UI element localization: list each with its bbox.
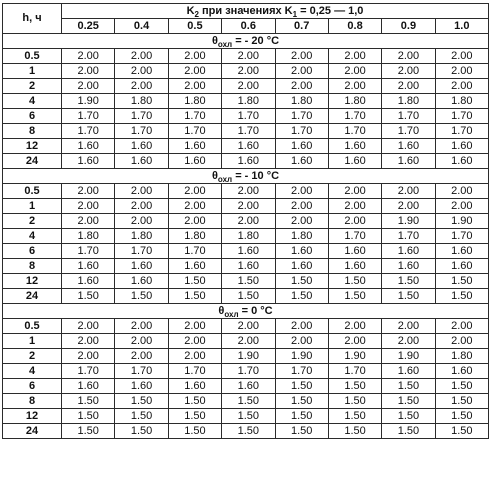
section-title: $\theta_{охл}$ = - 20 °C: [3, 34, 489, 49]
table-row: [3, 64, 489, 79]
k2-value-cell: 1.50: [382, 274, 435, 289]
k2-value-cell: 1.60: [222, 154, 275, 169]
k2-value-cell: 2.00: [168, 64, 221, 79]
k2-value-cell: 1.70: [168, 244, 221, 259]
k2-value-cell: 1.50: [382, 394, 435, 409]
k2-value-cell: 2.00: [382, 79, 435, 94]
k2-value-cell: 1.50: [115, 289, 168, 304]
duration-cell: 6: [3, 109, 62, 124]
k2-value-cell: 2.00: [168, 184, 221, 199]
k2-table-container: [2, 3, 489, 439]
duration-cell: 2: [3, 79, 62, 94]
k2-value-cell: 2.00: [62, 319, 115, 334]
k2-value-cell: 1.90: [435, 214, 488, 229]
k2-value-cell: 1.70: [435, 124, 488, 139]
k2-value-cell: 1.70: [222, 109, 275, 124]
duration-cell: 24: [3, 154, 62, 169]
table-row: [3, 379, 489, 394]
k2-value-cell: 1.70: [62, 109, 115, 124]
k2-value-cell: 1.70: [328, 364, 381, 379]
k2-value-cell: 1.60: [435, 154, 488, 169]
k2-value-cell: 2.00: [62, 214, 115, 229]
table-row: [3, 79, 489, 94]
k2-value-cell: 2.00: [382, 184, 435, 199]
k2-value-cell: 1.70: [328, 124, 381, 139]
k2-value-cell: 1.70: [62, 244, 115, 259]
k2-value-cell: 2.00: [435, 79, 488, 94]
k2-value-cell: 2.00: [168, 214, 221, 229]
k2-value-cell: 1.50: [168, 289, 221, 304]
k1-value-header: 1.0: [435, 19, 488, 34]
k2-value-cell: 1.50: [275, 289, 328, 304]
k2-value-cell: 1.70: [275, 124, 328, 139]
k2-value-cell: 1.50: [115, 409, 168, 424]
k1-values-row: [3, 19, 489, 34]
k2-value-cell: 2.00: [328, 334, 381, 349]
k2-value-cell: 1.50: [222, 289, 275, 304]
duration-cell: 8: [3, 259, 62, 274]
k2-value-cell: 1.90: [275, 349, 328, 364]
table-row: [3, 154, 489, 169]
k2-value-cell: 2.00: [328, 79, 381, 94]
k2-value-cell: 2.00: [222, 64, 275, 79]
k2-value-cell: 1.50: [222, 274, 275, 289]
k2-value-cell: 1.80: [222, 229, 275, 244]
k2-value-cell: 1.70: [62, 364, 115, 379]
duration-cell: 6: [3, 244, 62, 259]
k2-value-cell: 1.50: [62, 424, 115, 439]
k2-value-cell: 2.00: [275, 199, 328, 214]
k2-value-cell: 2.00: [168, 349, 221, 364]
k2-value-cell: 1.50: [168, 424, 221, 439]
k2-value-cell: 2.00: [115, 214, 168, 229]
section-title: $\theta_{охл} = 0$ °C: [3, 304, 489, 319]
k2-table: [2, 3, 489, 439]
duration-cell: 12: [3, 139, 62, 154]
k2-value-cell: 1.50: [382, 424, 435, 439]
section-title-row: [3, 169, 489, 184]
duration-cell: 1: [3, 64, 62, 79]
table-row: [3, 109, 489, 124]
k2-value-cell: 1.70: [222, 364, 275, 379]
k2-value-cell: 1.80: [62, 229, 115, 244]
table-row: [3, 214, 489, 229]
k2-value-cell: 1.60: [115, 274, 168, 289]
k2-value-cell: 2.00: [115, 49, 168, 64]
k2-value-cell: 1.60: [435, 244, 488, 259]
k2-value-cell: 2.00: [62, 79, 115, 94]
k2-value-cell: 1.50: [328, 289, 381, 304]
k2-value-cell: 1.60: [168, 154, 221, 169]
table-row: [3, 364, 489, 379]
k2-value-cell: 1.50: [275, 394, 328, 409]
duration-cell: 0.5: [3, 184, 62, 199]
k2-value-cell: 1.50: [115, 424, 168, 439]
k2-value-cell: 2.00: [222, 319, 275, 334]
k2-value-cell: 1.50: [222, 424, 275, 439]
k2-value-cell: 1.70: [328, 229, 381, 244]
k2-value-cell: 1.70: [435, 229, 488, 244]
k2-value-cell: 2.00: [435, 334, 488, 349]
duration-cell: 4: [3, 229, 62, 244]
table-row: [3, 349, 489, 364]
header-row-group: [3, 4, 489, 19]
k2-value-cell: 1.50: [168, 394, 221, 409]
k2-value-cell: 2.00: [168, 199, 221, 214]
k2-value-cell: 1.80: [275, 94, 328, 109]
k2-value-cell: 1.60: [62, 259, 115, 274]
k2-value-cell: 1.50: [62, 409, 115, 424]
table-row: [3, 334, 489, 349]
k2-value-cell: 1.60: [275, 154, 328, 169]
k2-value-cell: 1.70: [275, 109, 328, 124]
k2-value-cell: 1.60: [168, 379, 221, 394]
k2-value-cell: 1.60: [382, 259, 435, 274]
k2-value-cell: 2.00: [275, 49, 328, 64]
duration-cell: 8: [3, 124, 62, 139]
k2-value-cell: 2.00: [382, 199, 435, 214]
k2-value-cell: 1.60: [275, 244, 328, 259]
k1-value-header: 0.7: [275, 19, 328, 34]
table-row: [3, 124, 489, 139]
k2-value-cell: 2.00: [275, 334, 328, 349]
duration-cell: 0.5: [3, 49, 62, 64]
k2-value-cell: 1.60: [382, 139, 435, 154]
table-row: [3, 94, 489, 109]
k2-value-cell: 2.00: [168, 334, 221, 349]
table-row: [3, 289, 489, 304]
k2-value-cell: 1.60: [382, 154, 435, 169]
k2-value-cell: 1.70: [115, 364, 168, 379]
k2-value-cell: 1.70: [168, 109, 221, 124]
k2-value-cell: 1.60: [328, 244, 381, 259]
k2-value-cell: 1.90: [382, 349, 435, 364]
k2-value-cell: 1.70: [62, 124, 115, 139]
k2-value-cell: 1.50: [168, 274, 221, 289]
k2-value-cell: 1.60: [222, 379, 275, 394]
k2-value-cell: 1.50: [435, 424, 488, 439]
table-row: [3, 199, 489, 214]
k2-value-cell: 2.00: [62, 349, 115, 364]
k2-value-cell: 1.80: [168, 229, 221, 244]
k2-value-cell: 1.80: [168, 94, 221, 109]
k2-value-cell: 1.60: [62, 379, 115, 394]
duration-cell: 12: [3, 274, 62, 289]
k2-value-cell: 2.00: [62, 334, 115, 349]
k2-value-cell: 1.60: [62, 139, 115, 154]
k2-value-cell: 1.90: [62, 94, 115, 109]
k2-value-cell: 1.60: [222, 259, 275, 274]
duration-cell: 1: [3, 334, 62, 349]
k2-value-cell: 2.00: [62, 49, 115, 64]
k2-value-cell: 2.00: [275, 79, 328, 94]
k2-value-cell: 1.60: [435, 259, 488, 274]
k2-value-cell: 2.00: [115, 199, 168, 214]
k2-value-cell: 2.00: [115, 64, 168, 79]
k1-value-header: 0.25: [62, 19, 115, 34]
k2-value-cell: 2.00: [328, 319, 381, 334]
k2-value-cell: 1.50: [328, 394, 381, 409]
k2-value-cell: 1.70: [115, 109, 168, 124]
table-row: [3, 409, 489, 424]
k2-value-cell: 1.90: [382, 214, 435, 229]
k2-value-cell: 2.00: [222, 49, 275, 64]
table-row: [3, 184, 489, 199]
k2-value-cell: 1.50: [382, 409, 435, 424]
k2-value-cell: 1.50: [382, 379, 435, 394]
k2-value-cell: 2.00: [222, 79, 275, 94]
k2-value-cell: 1.60: [115, 154, 168, 169]
k2-value-cell: 1.50: [328, 379, 381, 394]
k2-value-cell: 1.80: [382, 94, 435, 109]
k2-value-cell: 1.50: [115, 394, 168, 409]
k2-value-cell: 1.70: [382, 124, 435, 139]
k2-value-cell: 1.50: [222, 409, 275, 424]
k2-value-cell: 2.00: [62, 184, 115, 199]
k2-value-cell: 1.50: [328, 424, 381, 439]
duration-cell: 12: [3, 409, 62, 424]
k1-value-header: 0.6: [222, 19, 275, 34]
duration-cell: 24: [3, 289, 62, 304]
k2-value-cell: 1.50: [168, 409, 221, 424]
k2-value-cell: 1.90: [328, 349, 381, 364]
k2-value-cell: 2.00: [328, 214, 381, 229]
k2-value-cell: 1.50: [435, 274, 488, 289]
k2-value-cell: 1.80: [115, 229, 168, 244]
duration-cell: 24: [3, 424, 62, 439]
k2-value-cell: 2.00: [115, 349, 168, 364]
table-row: [3, 394, 489, 409]
k2-value-cell: 1.80: [115, 94, 168, 109]
k2-value-cell: 1.60: [435, 139, 488, 154]
k1-value-header: 0.9: [382, 19, 435, 34]
table-row: [3, 274, 489, 289]
k2-value-cell: 1.70: [222, 124, 275, 139]
section-title-row: [3, 304, 489, 319]
k2-value-cell: 1.50: [328, 409, 381, 424]
k2-value-cell: 1.60: [168, 139, 221, 154]
k2-value-cell: 2.00: [435, 319, 488, 334]
k2-value-cell: 1.50: [62, 394, 115, 409]
k2-value-cell: 2.00: [115, 319, 168, 334]
k2-value-cell: 2.00: [435, 184, 488, 199]
k2-value-cell: 1.50: [435, 409, 488, 424]
k2-value-cell: 1.60: [222, 139, 275, 154]
k2-value-cell: 1.60: [382, 244, 435, 259]
table-row: [3, 424, 489, 439]
k2-value-cell: 1.70: [115, 124, 168, 139]
table-row: [3, 244, 489, 259]
duration-cell: 4: [3, 364, 62, 379]
k2-value-cell: 1.80: [435, 349, 488, 364]
k2-value-cell: 1.50: [435, 379, 488, 394]
k2-value-cell: 2.00: [382, 64, 435, 79]
k2-value-cell: 2.00: [435, 199, 488, 214]
k2-value-cell: 2.00: [222, 334, 275, 349]
table-body: [3, 34, 489, 439]
k1-value-header: 0.4: [115, 19, 168, 34]
k2-value-cell: 2.00: [275, 214, 328, 229]
k2-value-cell: 1.80: [435, 94, 488, 109]
section-title: $\theta_{охл}$ = - 10 °C: [3, 169, 489, 184]
k2-value-cell: 2.00: [435, 49, 488, 64]
k1-value-header: 0.5: [168, 19, 221, 34]
section-title-row: [3, 34, 489, 49]
k2-value-cell: 2.00: [328, 184, 381, 199]
k2-value-cell: 1.50: [275, 409, 328, 424]
k2-value-cell: 2.00: [222, 199, 275, 214]
k2-value-cell: 1.50: [275, 379, 328, 394]
k2-value-cell: 1.50: [275, 424, 328, 439]
k2-value-cell: 2.00: [328, 199, 381, 214]
k1-value-header: 0.8: [328, 19, 381, 34]
table-row: [3, 49, 489, 64]
k2-value-cell: 1.50: [382, 289, 435, 304]
k2-value-cell: 1.70: [382, 109, 435, 124]
k2-value-cell: 2.00: [275, 64, 328, 79]
duration-cell: 4: [3, 94, 62, 109]
k2-value-cell: 2.00: [168, 79, 221, 94]
k2-value-cell: 2.00: [222, 214, 275, 229]
duration-cell: 8: [3, 394, 62, 409]
k2-value-cell: 2.00: [168, 49, 221, 64]
k2-value-cell: 1.60: [328, 259, 381, 274]
k2-value-cell: 2.00: [382, 334, 435, 349]
k2-value-cell: 2.00: [62, 199, 115, 214]
k2-value-cell: 2.00: [382, 49, 435, 64]
duration-cell: 0.5: [3, 319, 62, 334]
k2-value-cell: 1.60: [328, 154, 381, 169]
k2-value-cell: 1.80: [222, 94, 275, 109]
k2-value-cell: 1.80: [275, 229, 328, 244]
k2-value-cell: 2.00: [115, 334, 168, 349]
k2-value-cell: 1.80: [328, 94, 381, 109]
duration-cell: 1: [3, 199, 62, 214]
k2-value-cell: 1.70: [168, 124, 221, 139]
k2-value-cell: 1.50: [435, 289, 488, 304]
k2-value-cell: 1.50: [328, 274, 381, 289]
k2-value-cell: 1.60: [115, 379, 168, 394]
table-row: [3, 259, 489, 274]
k2-value-cell: 1.50: [275, 274, 328, 289]
k2-value-cell: 2.00: [222, 184, 275, 199]
group-title-header: $K_2$ при значениях $K_1 = 0,25$ — 1,0: [62, 4, 489, 19]
k2-value-cell: 1.60: [62, 274, 115, 289]
k2-value-cell: 1.70: [382, 229, 435, 244]
k2-value-cell: 2.00: [275, 184, 328, 199]
row-label-header: h, ч: [3, 4, 62, 34]
k2-value-cell: 1.60: [115, 259, 168, 274]
k2-value-cell: 1.60: [382, 364, 435, 379]
k2-value-cell: 1.60: [62, 154, 115, 169]
k2-value-cell: 1.60: [275, 139, 328, 154]
k2-value-cell: 1.50: [222, 394, 275, 409]
duration-cell: 6: [3, 379, 62, 394]
duration-cell: 2: [3, 349, 62, 364]
k2-value-cell: 1.60: [168, 259, 221, 274]
k2-value-cell: 1.60: [222, 244, 275, 259]
k2-value-cell: 2.00: [115, 79, 168, 94]
k2-value-cell: 1.90: [222, 349, 275, 364]
k2-value-cell: 2.00: [62, 64, 115, 79]
k2-value-cell: 1.60: [435, 364, 488, 379]
k2-value-cell: 1.60: [275, 259, 328, 274]
k2-value-cell: 1.70: [115, 244, 168, 259]
k2-value-cell: 1.50: [62, 289, 115, 304]
k2-value-cell: 1.70: [328, 109, 381, 124]
k2-value-cell: 1.60: [328, 139, 381, 154]
k2-value-cell: 2.00: [328, 49, 381, 64]
k2-value-cell: 2.00: [115, 184, 168, 199]
table-row: [3, 139, 489, 154]
k2-value-cell: 2.00: [275, 319, 328, 334]
table-row: [3, 319, 489, 334]
k2-value-cell: 2.00: [168, 319, 221, 334]
k2-value-cell: 1.60: [115, 139, 168, 154]
k2-value-cell: 2.00: [435, 64, 488, 79]
k2-value-cell: 1.50: [435, 394, 488, 409]
table-row: [3, 229, 489, 244]
k2-value-cell: 1.70: [275, 364, 328, 379]
k2-value-cell: 1.70: [168, 364, 221, 379]
duration-cell: 2: [3, 214, 62, 229]
k2-value-cell: 2.00: [328, 64, 381, 79]
k2-value-cell: 1.70: [435, 109, 488, 124]
k2-value-cell: 2.00: [382, 319, 435, 334]
